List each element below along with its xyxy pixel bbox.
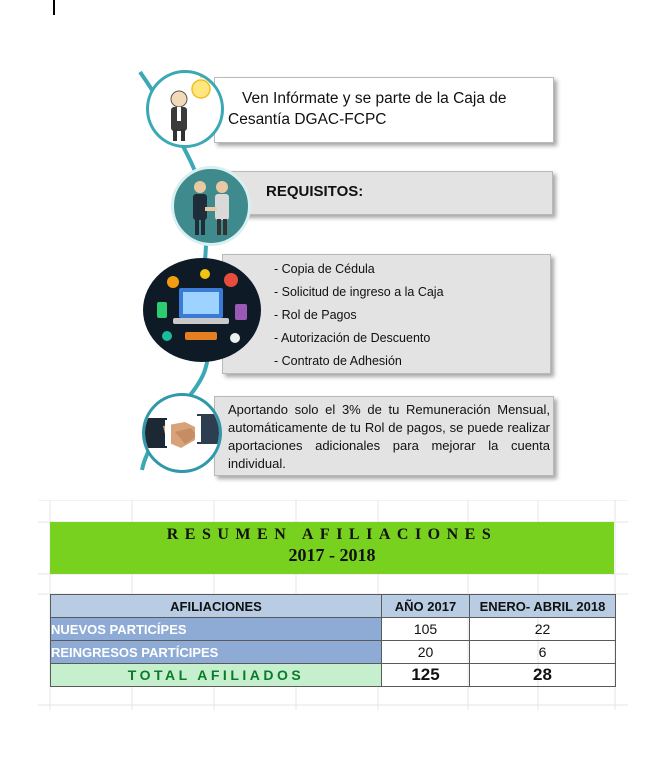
resumen-title: RESUMEN AFILIACIONES bbox=[166, 526, 498, 543]
resumen-table bbox=[50, 594, 616, 687]
total-2017: 125 bbox=[382, 664, 470, 687]
handshake-icon bbox=[142, 393, 222, 473]
intro-line-2: Cesantía DGAC-FCPC bbox=[228, 111, 387, 128]
list-item: - Copia de Cédula bbox=[274, 262, 375, 276]
total-row bbox=[51, 664, 616, 687]
header-afiliaciones: AFILIACIONES bbox=[51, 595, 382, 618]
list-item: - Solicitud de ingreso a la Caja bbox=[274, 285, 444, 299]
cell-2018: 22 bbox=[470, 618, 616, 641]
intro-text bbox=[228, 88, 540, 130]
cell-2017: 20 bbox=[382, 641, 470, 664]
cell-2018: 6 bbox=[470, 641, 616, 664]
total-label: TOTAL AFILIADOS bbox=[51, 664, 382, 687]
tech-devices-icon bbox=[143, 258, 261, 362]
table-row bbox=[51, 618, 616, 641]
requisitos-list bbox=[274, 258, 444, 373]
cell-2017: 105 bbox=[382, 618, 470, 641]
total-2018: 28 bbox=[470, 664, 616, 687]
idea-person-icon bbox=[146, 70, 224, 148]
table-row bbox=[51, 641, 616, 664]
resumen-title-band bbox=[50, 522, 614, 574]
requisitos-title: REQUISITOS: bbox=[266, 183, 364, 200]
header-enero-abril-2018: ENERO- ABRIL 2018 bbox=[470, 595, 616, 618]
row-label: REINGRESOS PARTÍCIPES bbox=[51, 641, 382, 664]
list-item: - Contrato de Adhesión bbox=[274, 354, 402, 368]
row-label: NUEVOS PARTICÍPES bbox=[51, 618, 382, 641]
table-header-row bbox=[51, 595, 616, 618]
handshake-business-icon bbox=[171, 166, 251, 246]
list-item: - Autorización de Descuento bbox=[274, 331, 431, 345]
list-item: - Rol de Pagos bbox=[274, 308, 357, 322]
header-ano-2017: AÑO 2017 bbox=[382, 595, 470, 618]
resumen-years: 2017 - 2018 bbox=[288, 545, 376, 565]
intro-line-1: Ven Infórmate y se parte de la Caja de bbox=[242, 90, 507, 107]
aporte-text: Aportando solo el 3% de tu Remuneración Mensual, automáticamente de tu Rol de pagos, se puede realizar aportaciones adicionales para mejorar la cuenta individual. bbox=[228, 402, 550, 471]
